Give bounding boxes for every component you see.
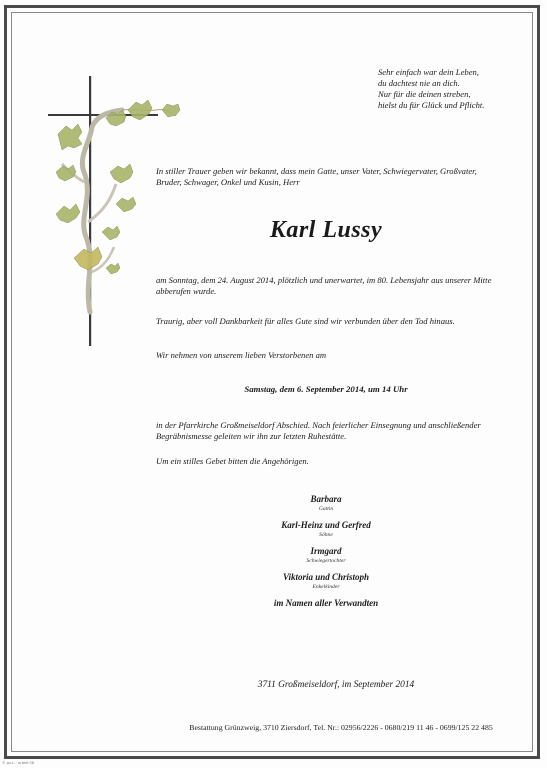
cross-with-vine-illustration [44,72,194,352]
mourner-name: Irmgard [310,546,342,556]
mourner-role: Enkelkinder [312,584,340,590]
prayer-paragraph: Um ein stilles Gebet bitten die Angehörigen. [156,456,309,466]
mourner-name: Karl-Heinz und Gerfred [281,520,371,530]
mourner-name: Viktoria und Christoph [282,572,370,582]
poem-line: hielst du für Glück und Pflicht. [378,100,485,110]
thanks-paragraph: Traurig, aber voll Dankbarkeit für alles Gute sind wir verbunden über den Tod hinaus. [156,316,455,326]
farewell-paragraph: Wir nehmen von unserem lieben Verstorbenen am [156,350,327,360]
funeral-date: Samstag, dem 6. September 2014, um 14 Uhr [244,384,408,394]
mourner-role: Söhne [319,532,333,538]
poem-line: du dachtest nie an dich. [378,78,460,88]
mourners-closing: im Namen aller Verwandten [273,598,379,608]
mourner-name: Barbara [310,494,342,504]
place-and-date: 3711 Großmeiseldorf, im September 2014 [257,680,415,690]
mourner-role: Schwiegertochter [306,558,346,564]
poem-line: Sehr einfach war dein Leben, [378,67,479,77]
vine-branch [88,184,116,222]
poem [378,67,528,111]
church-paragraph: in der Pfarrkirche Großmeiseldorf Abschied. Nach feierlicher Einsegnung und anschließender Begräbnismesse geleiten wir ihn zur letzten Ruhestätte. [156,420,481,441]
mourner-role: Gattin [318,506,334,512]
mourners-list [156,494,496,608]
funeral-home-footer: Bestattung Grünzweig, 3710 Ziersdorf, Tel. Nr.: 02956/2226 - 0680/219 11 46 - 0699/125 22 485 [189,723,493,732]
print-imprint: © gv.L. · orbeit 08 [2,761,35,765]
death-paragraph: am Sonntag, dem 24. August 2014, plötzlich und unerwartet, im 80. Lebensjahr aus unserer Mitte abberufen wurde. [156,275,492,296]
deceased-name: Karl Lussy [269,217,383,243]
poem-line: Nur für die deinen streben, [378,89,471,99]
announcement-intro: In stiller Trauer geben wir bekannt, dass mein Gatte, unser Vater, Schwiegervater, Großvater, Bruder, Schwager, Onkel und Kusin, Herr [156,166,477,187]
